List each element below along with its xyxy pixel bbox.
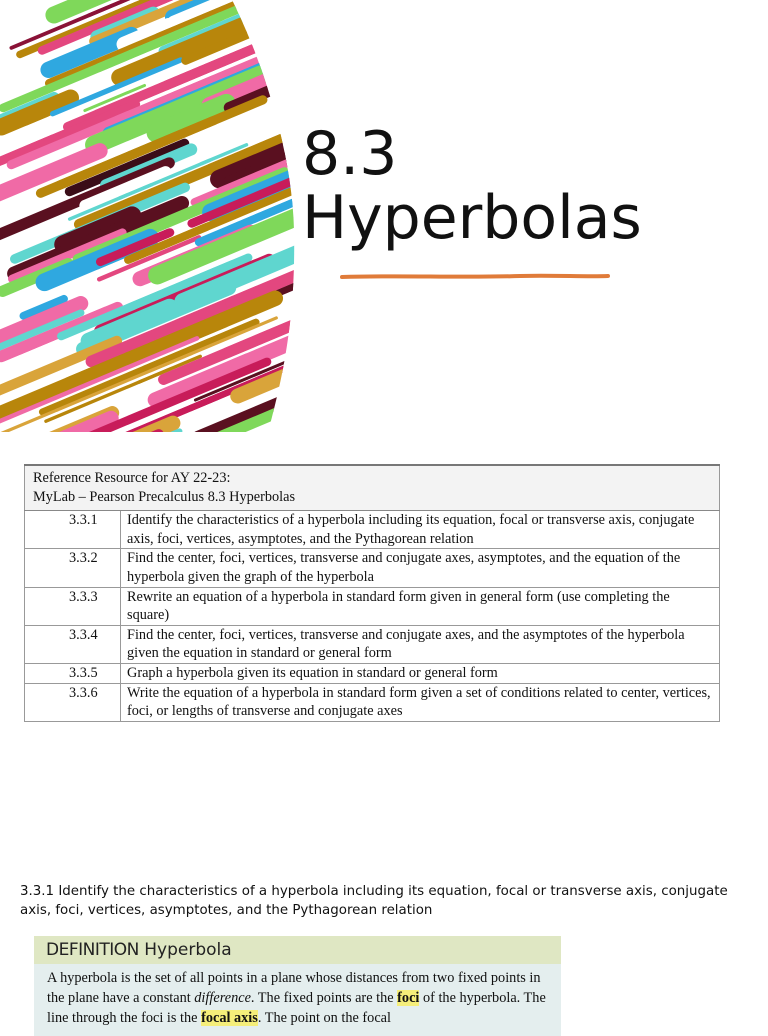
highlighted-term-focal-axis: focal axis [201,1010,258,1026]
table-row [25,549,720,587]
table-row [25,683,720,721]
definition-box [34,936,561,1036]
slide-title [302,119,642,253]
objective-number: 3.3.3 [25,587,121,625]
objective-number: 3.3.5 [25,663,121,683]
table-header-line2: MyLab – Pearson Precalculus 8.3 Hyperbolas [33,488,296,505]
definition-text-part: of the hyperbola. The line through the foci is the [47,990,546,1026]
definition-label: DEFINITION [46,940,139,960]
table-header [25,465,720,511]
title-number: 8.3 [302,119,398,189]
objective-number: 3.3.4 [25,625,121,663]
objective-description: Find the center, foci, vertices, transverse and conjugate axes, and the asymptotes of the hyperbola given the equation in standard or general form [121,625,720,663]
table-row [25,587,720,625]
table-row [25,663,720,683]
definition-text [34,964,561,1028]
objective-number: 3.3.6 [25,683,121,721]
table-row [25,511,720,549]
definition-text-part: . The fixed points are the [250,990,398,1006]
title-text: Hyperbolas [302,183,642,253]
definition-text-part: A hyperbola is the set of all points in a plane whose distances from two fixed points in the plane have a constant [47,970,541,1006]
objective-description: Graph a hyperbola given its equation in standard or general form [121,663,720,683]
decorative-stripe-art [0,0,300,432]
objective-number: 3.3.2 [25,549,121,587]
highlighted-term-foci: foci [397,990,420,1006]
definition-term: Hyperbola [144,940,232,960]
objective-description: Rewrite an equation of a hyperbola in standard form given in general form (use completing the square) [121,587,720,625]
objective-description: Identify the characteristics of a hyperbola including its equation, focal or transverse axis, conjugate axis, foci, vertices, asymptotes, and the Pythagorean relation [121,511,720,549]
definition-emphasis: difference [194,990,251,1006]
objective-description: Write the equation of a hyperbola in standard form given a set of conditions related to center, vertices, foci, or lengths of transverse and conjugate axes [121,683,720,721]
definition-header [34,936,561,964]
table-header-line1: Reference Resource for AY 22-23: [33,470,231,486]
objective-statement: 3.3.1 Identify the characteristics of a hyperbola including its equation, focal or transverse axis, conjugate axis, foci, vertices, asymptotes, and the Pythagorean relation [20,884,728,918]
title-underline [340,272,610,282]
reference-resource-table [24,464,720,722]
table-row [25,625,720,663]
objective-description: Find the center, foci, vertices, transverse and conjugate axes, asymptotes, and the equation of the hyperbola given the graph of the hyperbola [121,549,720,587]
objective-number: 3.3.1 [25,511,121,549]
definition-text-part: . The point on the focal [257,1010,391,1026]
